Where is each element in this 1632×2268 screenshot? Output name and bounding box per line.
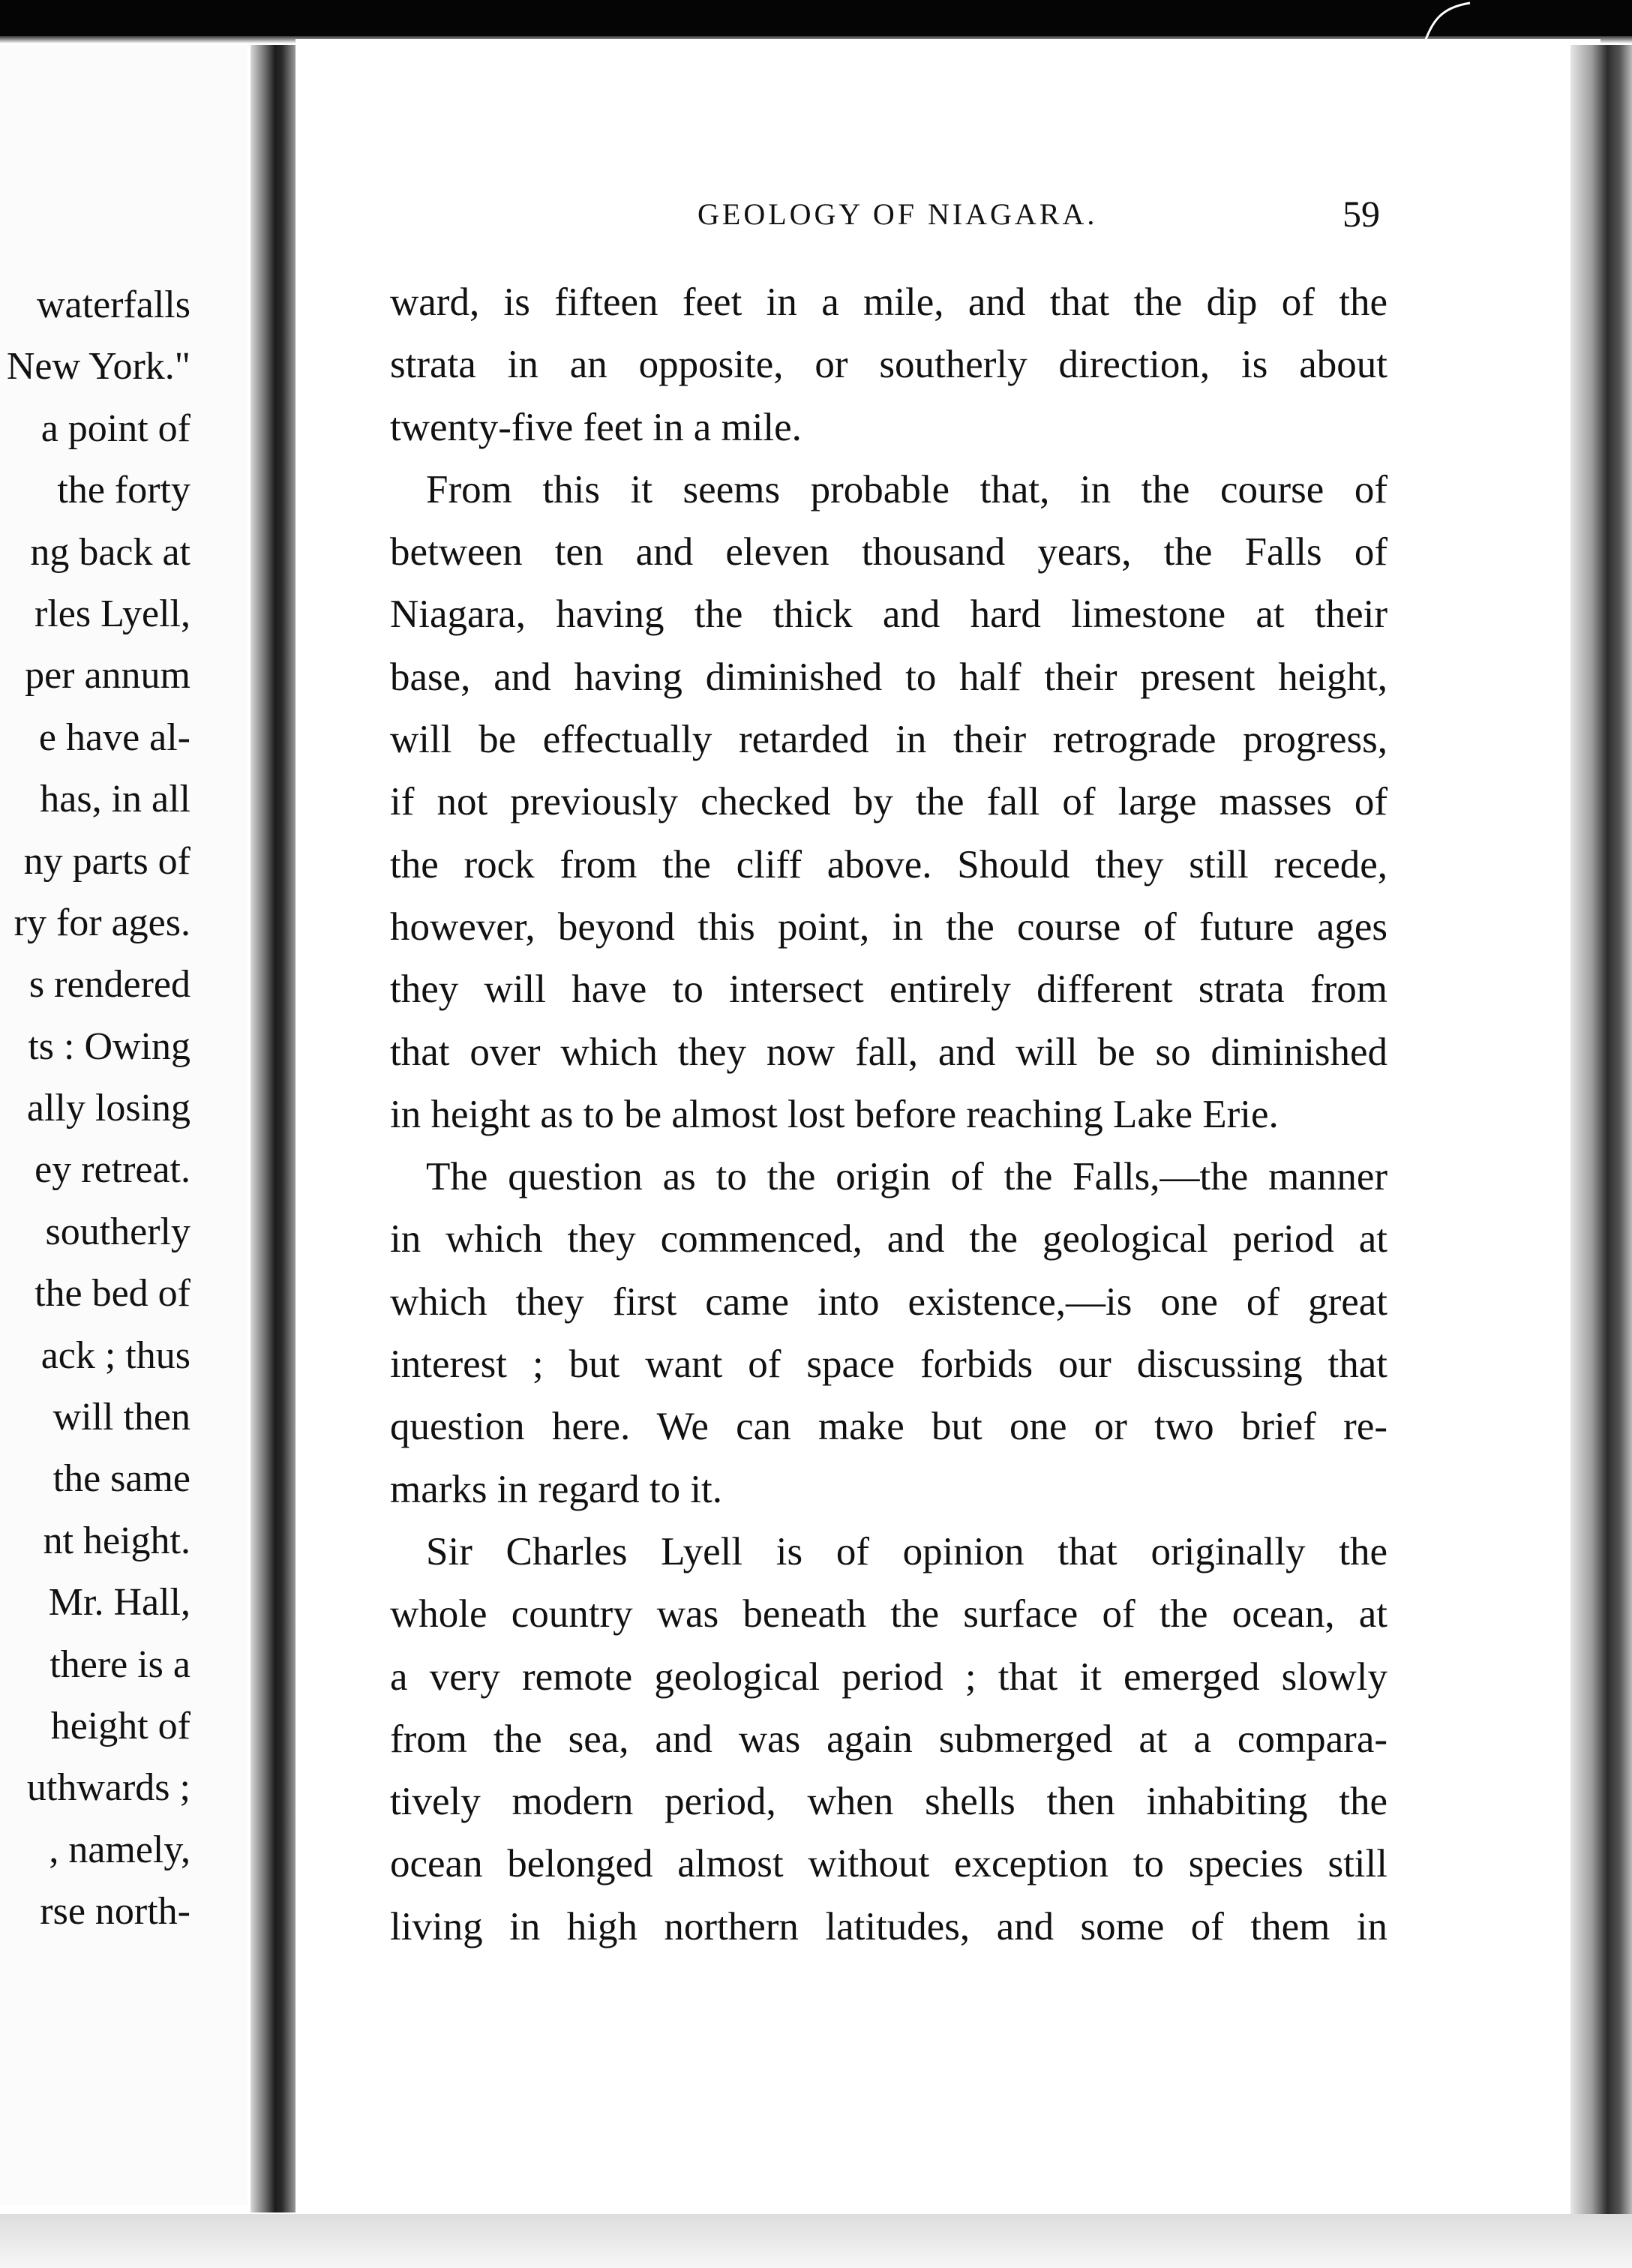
- text-line: if not previously checked by the fall of large masses of: [390, 780, 1388, 824]
- text-line: will be effectually retarded in their retrograde progress,: [390, 718, 1388, 762]
- left-line: ey retreat.: [34, 1148, 190, 1192]
- left-line: ts : Owing: [28, 1024, 190, 1068]
- text-line: marks in regard to it.: [390, 1467, 723, 1511]
- text-line: that over which they now fall, and will be so diminished: [390, 1030, 1388, 1074]
- text-line: they will have to intersect entirely different strata from: [390, 968, 1388, 1012]
- text-line: in height as to be almost lost before reaching Lake Erie.: [390, 1092, 1279, 1136]
- left-line: the same: [52, 1457, 190, 1501]
- text-line: ward, is fifteen feet in a mile, and that the dip of the: [390, 280, 1388, 324]
- text-line: question here. We can make but one or two brief re-: [390, 1405, 1388, 1449]
- text-line: living in high northern latitudes, and some of them in: [390, 1904, 1388, 1948]
- page-number: 59: [1342, 193, 1380, 235]
- text-line: From this it seems probable that, in the course of: [426, 467, 1388, 512]
- text-line: The question as to the origin of the Falls,—the manner: [426, 1155, 1388, 1199]
- left-line: waterfalls: [36, 284, 190, 326]
- text-line: tively modern period, when shells then inhabiting the: [390, 1780, 1388, 1824]
- text-line: Niagara, having the thick and hard limestone at their: [390, 592, 1388, 637]
- left-line: southerly: [45, 1210, 190, 1253]
- scan-bottom-border: [0, 2214, 1632, 2268]
- text-line: in which they commenced, and the geological period at: [390, 1217, 1388, 1262]
- left-line: ng back at: [30, 530, 190, 574]
- text-line: base, and having diminished to half their present height,: [390, 655, 1388, 699]
- left-line: e have al-: [38, 716, 190, 759]
- page-edge: [1570, 45, 1632, 2220]
- left-line: ny parts of: [23, 839, 190, 883]
- left-line: ally losing: [26, 1087, 190, 1130]
- text-line: ocean belonged almost without exception to species still: [390, 1842, 1388, 1886]
- text-line: which they first came into existence,—is one of great: [390, 1280, 1388, 1324]
- text-line: however, beyond this point, in the course of future ages: [390, 904, 1388, 949]
- scan-top-border: [0, 0, 1632, 36]
- left-line: ack ; thus: [40, 1334, 190, 1377]
- left-line: , namely,: [49, 1828, 190, 1871]
- text-line: a very remote geological period ; that it emerged slowly: [390, 1654, 1388, 1699]
- left-line: rse north-: [40, 1890, 190, 1934]
- text-line: from the sea, and was again submerged at a compara-: [390, 1717, 1388, 1761]
- left-line: per annum: [25, 654, 190, 698]
- left-line: will then: [52, 1396, 190, 1439]
- left-line: uthwards ;: [26, 1766, 190, 1810]
- left-line: a point of: [40, 406, 190, 450]
- left-line: New York.": [6, 345, 190, 388]
- left-line: nt height.: [43, 1519, 190, 1562]
- text-line: whole country was beneath the surface of the ocean, at: [390, 1592, 1388, 1636]
- left-line: has, in all: [40, 778, 190, 821]
- text-line: between ten and eleven thousand years, the Falls of: [390, 530, 1388, 574]
- left-page: [0, 45, 248, 2205]
- left-line: ry for ages.: [14, 901, 190, 944]
- left-line: the bed of: [34, 1272, 190, 1316]
- left-line: Mr. Hall,: [48, 1581, 190, 1624]
- text-line: interest ; but want of space forbids our discussing that: [390, 1342, 1388, 1387]
- text-line: twenty-five feet in a mile.: [390, 405, 802, 449]
- left-line: height of: [50, 1704, 190, 1748]
- text-line: the rock from the cliff above. Should they still recede,: [390, 842, 1388, 886]
- book-gutter: [250, 45, 296, 2212]
- text-line: Sir Charles Lyell is of opinion that originally the: [426, 1529, 1388, 1574]
- left-page-text: [0, 274, 190, 1943]
- pen-mark: [1418, 0, 1478, 45]
- left-line: there is a: [50, 1642, 190, 1686]
- body-text: [390, 272, 1388, 1958]
- running-title: GEOLOGY OF NIAGARA.: [698, 197, 1098, 231]
- left-line: rles Lyell,: [34, 592, 190, 635]
- left-line: s rendered: [28, 963, 190, 1006]
- left-line: the forty: [57, 469, 190, 512]
- text-line: strata in an opposite, or southerly direction, is about: [390, 343, 1388, 387]
